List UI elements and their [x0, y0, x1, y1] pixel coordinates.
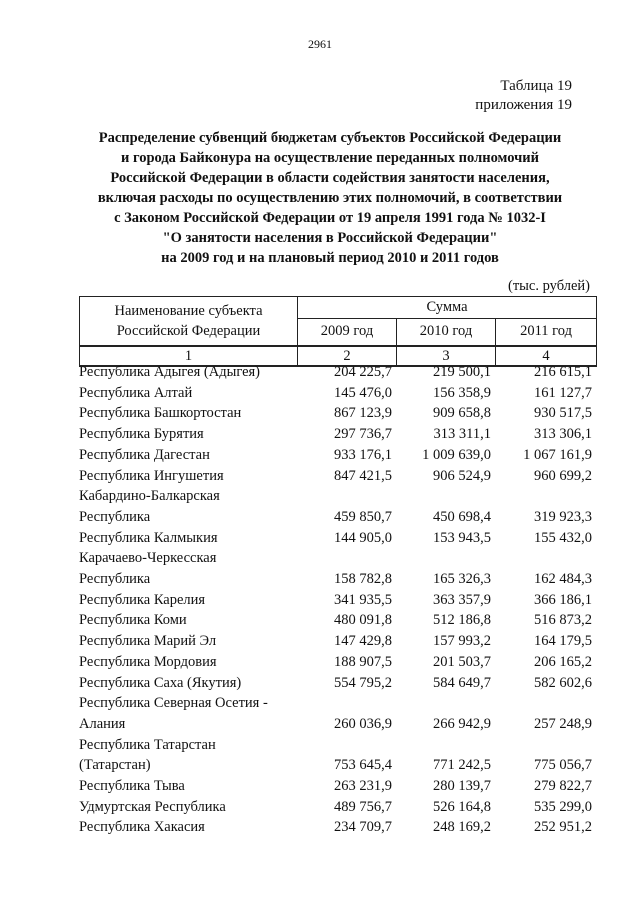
- amount-2011: 257 248,9: [534, 715, 592, 732]
- table-reference: [475, 77, 572, 115]
- amount-2011: 516 873,2: [534, 612, 592, 629]
- table-row: [79, 590, 596, 611]
- subject-name-line: Кабардино-Балкарская: [79, 488, 220, 505]
- amount-2010: 157 993,2: [433, 633, 491, 650]
- amount-2010: 266 942,9: [433, 715, 491, 732]
- amount-2010: 906 524,9: [433, 467, 491, 484]
- subject-name-line: Республика Адыгея (Адыгея): [79, 364, 261, 380]
- table-row: [79, 735, 596, 776]
- amount-2011: 313 306,1: [534, 426, 592, 443]
- title-line: Распределение субвенций бюджетам субъектов Российской Федерации: [98, 130, 562, 146]
- subject-name-line: Республика Хакасия: [79, 819, 205, 836]
- amount-2010: 248 169,2: [433, 819, 491, 836]
- amount-2009: 260 036,9: [334, 715, 392, 732]
- table-reference-line-1: Таблица 19: [500, 78, 572, 94]
- header-year-2011: 2011 год: [496, 318, 597, 346]
- table-row: [79, 610, 596, 631]
- document-title: [70, 128, 590, 268]
- table-row: [79, 548, 596, 589]
- subject-name-line: Республика Алтай: [79, 384, 193, 401]
- amount-2010: 363 357,9: [433, 591, 491, 608]
- amount-2010: 165 326,3: [433, 571, 491, 588]
- subject-name: [79, 652, 297, 673]
- column-number: 3: [397, 346, 496, 366]
- subject-name: [79, 362, 297, 383]
- header-subject-name: [80, 297, 298, 347]
- title-line: с Законом Российской Федерации от 19 апреля 1991 года № 1032-I: [114, 210, 546, 226]
- amount-2011: 155 432,0: [534, 529, 592, 546]
- subject-name-line: Республика Карелия: [79, 591, 206, 608]
- subject-name: [79, 528, 297, 549]
- table-row: [79, 817, 596, 838]
- subject-name-line: Республика: [79, 508, 151, 525]
- amount-2010: 201 503,7: [433, 653, 491, 670]
- subject-name-line: Республика Дагестан: [79, 446, 210, 463]
- amount-2011: 582 602,6: [534, 674, 592, 691]
- amount-2011: 162 484,3: [534, 571, 592, 588]
- title-line: "О занятости населения в Российской Федерации": [162, 230, 498, 246]
- amount-2009: 753 645,4: [334, 757, 392, 774]
- data-table: [79, 362, 596, 838]
- amount-2010: 313 311,1: [433, 426, 491, 443]
- subject-name: [79, 548, 297, 589]
- title-line: и города Байконура на осуществление переданных полномочий: [121, 150, 539, 166]
- header-subject-name-line: Наименование субъекта: [114, 303, 263, 319]
- amount-2011: 252 951,2: [534, 819, 592, 836]
- header-year-2010: 2010 год: [397, 318, 496, 346]
- subject-name: [79, 735, 297, 776]
- amount-2009: 341 935,5: [334, 591, 392, 608]
- subject-name-line: Республика Марий Эл: [79, 633, 217, 650]
- amount-2011: 161 127,7: [534, 384, 592, 401]
- table-row: [79, 383, 596, 404]
- table-row: [79, 403, 596, 424]
- table-row: [79, 693, 596, 734]
- table-row: [79, 445, 596, 466]
- subject-name: [79, 403, 297, 424]
- subject-name-line: Республика Башкортостан: [79, 405, 242, 422]
- amount-2010: 280 139,7: [433, 778, 491, 795]
- amount-2009: 489 756,7: [334, 798, 392, 815]
- header-sum: Сумма: [298, 297, 597, 319]
- subject-name-line: Республика Ингушетия: [79, 467, 224, 484]
- amount-2009: 144 905,0: [334, 529, 392, 546]
- amount-2010: 584 649,7: [433, 674, 491, 691]
- subject-name-line: Карачаево-Черкесская: [79, 550, 217, 567]
- amount-2011: 366 186,1: [534, 591, 592, 608]
- column-number: 4: [496, 346, 597, 366]
- subject-name: [79, 610, 297, 631]
- amount-2011: 930 517,5: [534, 405, 592, 422]
- header-year-2009: 2009 год: [298, 318, 397, 346]
- subject-name: [79, 466, 297, 487]
- subject-name-line: Республика Бурятия: [79, 426, 204, 443]
- subject-name: [79, 673, 297, 694]
- amount-2011: 164 179,5: [534, 633, 592, 650]
- amount-2011: 775 056,7: [534, 757, 592, 774]
- column-number: 1: [80, 346, 298, 366]
- page-number: 2961: [308, 37, 332, 51]
- table-row: [79, 652, 596, 673]
- amount-2009: 554 795,2: [334, 674, 392, 691]
- amount-2011: 279 822,7: [534, 778, 592, 795]
- table-row: [79, 776, 596, 797]
- subject-name: [79, 817, 297, 838]
- amount-2010: 1 009 639,0: [422, 446, 491, 463]
- table-row: [79, 673, 596, 694]
- amount-2010: 219 500,1: [433, 364, 491, 380]
- column-number: 2: [298, 346, 397, 366]
- subject-name: [79, 486, 297, 527]
- amount-2009: 234 709,7: [334, 819, 392, 836]
- amount-2011: 206 165,2: [534, 653, 592, 670]
- subject-name-line: Республика Северная Осетия -: [79, 695, 268, 712]
- amount-2011: 319 923,3: [534, 508, 592, 525]
- amount-2009: 933 176,1: [334, 446, 392, 463]
- amount-2011: 960 699,2: [534, 467, 592, 484]
- subject-name-line: Удмуртская Республика: [79, 798, 226, 815]
- subject-name-line: Алания: [79, 715, 126, 732]
- table-row: [79, 631, 596, 652]
- table-row: [79, 797, 596, 818]
- amount-2009: 867 123,9: [334, 405, 392, 422]
- table-row: [79, 486, 596, 527]
- amount-2009: 188 907,5: [334, 653, 392, 670]
- subject-name-line: Республика Мордовия: [79, 653, 217, 670]
- amount-2009: 263 231,9: [334, 778, 392, 795]
- table-row: [79, 424, 596, 445]
- amount-2010: 450 698,4: [433, 508, 491, 525]
- title-line: включая расходы по осуществлению этих полномочий, в соответствии: [97, 190, 563, 206]
- subject-name: [79, 797, 297, 818]
- amount-2009: 204 225,7: [334, 364, 392, 380]
- subject-name: [79, 631, 297, 652]
- amount-2009: 145 476,0: [334, 384, 392, 401]
- table-row: [79, 466, 596, 487]
- amount-2009: 147 429,8: [334, 633, 392, 650]
- amount-2009: 847 421,5: [334, 467, 392, 484]
- subject-name: [79, 776, 297, 797]
- unit-label: (тыс. рублей): [508, 278, 590, 294]
- amount-2010: 156 358,9: [433, 384, 491, 401]
- subject-name: [79, 383, 297, 404]
- amount-2011: 1 067 161,9: [523, 446, 592, 463]
- amount-2009: 158 782,8: [334, 571, 392, 588]
- amount-2010: 909 658,8: [433, 405, 491, 422]
- table-reference-line-2: приложения 19: [475, 97, 572, 113]
- amount-2009: 459 850,7: [334, 508, 392, 525]
- subject-name: [79, 445, 297, 466]
- amount-2011: 535 299,0: [534, 798, 592, 815]
- table-row: [79, 362, 596, 383]
- amount-2010: 526 164,8: [433, 798, 491, 815]
- amount-2010: 512 186,8: [433, 612, 491, 629]
- amount-2009: 480 091,8: [334, 612, 392, 629]
- header-subject-name-line: Российской Федерации: [116, 323, 261, 339]
- subject-name-line: Республика: [79, 571, 151, 588]
- subject-name-line: Республика Тыва: [79, 778, 185, 795]
- title-line: Российской Федерации в области содействия занятости населения,: [110, 170, 550, 186]
- subject-name: [79, 424, 297, 445]
- subject-name-line: Республика Татарстан: [79, 736, 216, 753]
- table-row: [79, 528, 596, 549]
- amount-2010: 771 242,5: [433, 757, 491, 774]
- amount-2011: 216 615,1: [534, 364, 592, 380]
- amount-2010: 153 943,5: [433, 529, 491, 546]
- subject-name-line: (Татарстан): [79, 757, 151, 774]
- subject-name: [79, 590, 297, 611]
- subject-name-line: Республика Калмыкия: [79, 529, 218, 546]
- table-header: [79, 296, 597, 367]
- amount-2009: 297 736,7: [334, 426, 392, 443]
- title-line: на 2009 год и на плановый период 2010 и 2011 годов: [161, 250, 499, 266]
- subject-name-line: Республика Саха (Якутия): [79, 674, 242, 691]
- subject-name-line: Республика Коми: [79, 612, 187, 629]
- subject-name: [79, 693, 297, 734]
